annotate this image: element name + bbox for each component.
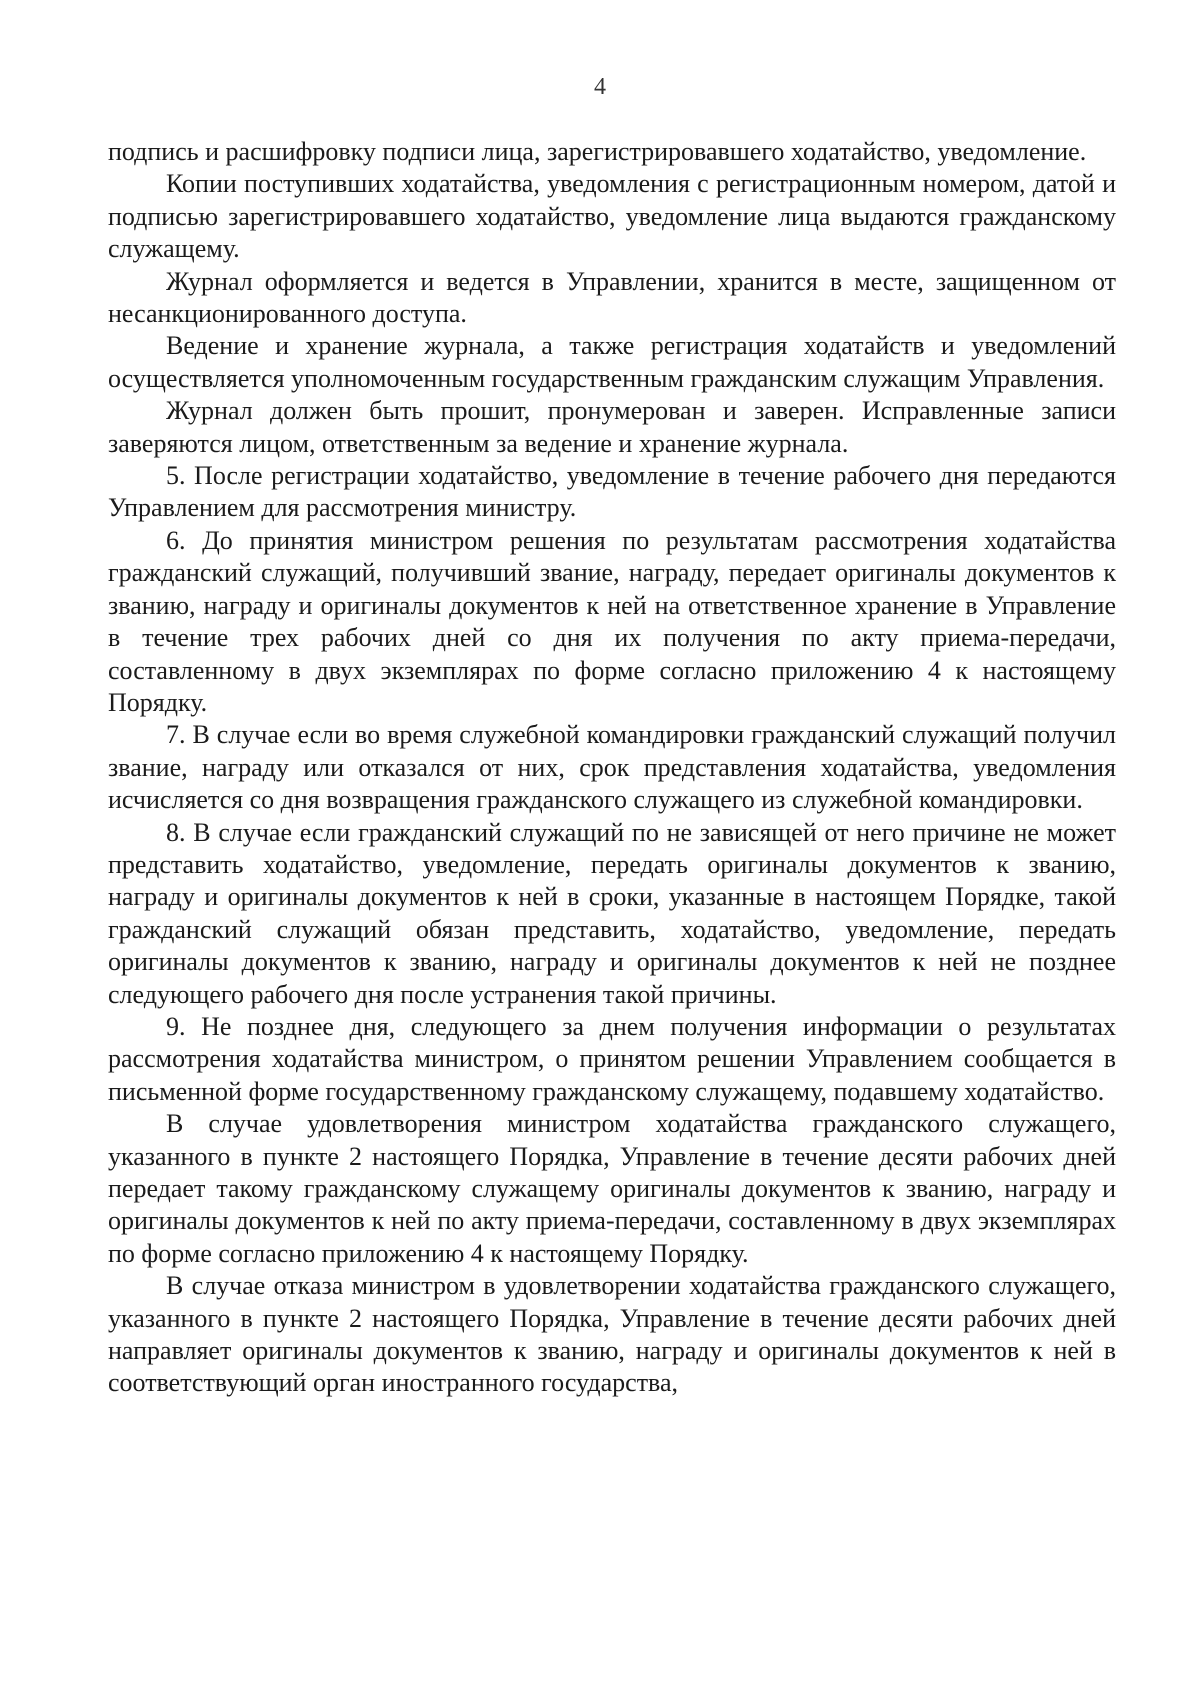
paragraph-item-7: 7. В случае если во время служебной командировки гражданский служащий получил звание, награду или отказался от них, срок представления ходатайства, уведомления исчисляется со дня возвращения гражданского служащего из служебной командировки. (108, 720, 1116, 815)
document-body (108, 136, 1116, 1400)
paragraph-item-6: 6. До принятия министром решения по результатам рассмотрения ходатайства гражданский служащий, получивший звание, награду, передает оригиналы документов к званию, награду и оригиналы документов к ней на ответственное хранение в Управление в течение трех рабочих дней со дня их получения по акту приема-передачи, составленному в двух экземплярах по форме согласно приложению 4 к настоящему Порядку. (108, 525, 1116, 717)
paragraph-journal-binding: Журнал должен быть прошит, пронумерован и заверен. Исправленные записи заверяются лицом, ответственным за ведение и хранение журнала. (108, 396, 1116, 458)
paragraph-journal-keeping: Ведение и хранение журнала, а также регистрация ходатайств и уведомлений осуществляется уполномоченным государственным гражданским служащим Управления. (108, 331, 1116, 393)
paragraph-approval: В случае удовлетворения министром ходатайства гражданского служащего, указанного в пункте 2 настоящего Порядка, Управление в течение десяти рабочих дней передает такому гражданскому служащему оригиналы документов к званию, награду и оригиналы документов к ней по акту приема-передачи, составленному в двух экземплярах по форме согласно приложению 4 к настоящему Порядку. (108, 1109, 1116, 1268)
paragraph-copies: Копии поступивших ходатайства, уведомления с регистрационным номером, датой и подписью зарегистрировавшего ходатайство, уведомление лица выдаются гражданскому служащему. (108, 169, 1116, 264)
paragraph-journal-storage: Журнал оформляется и ведется в Управлении, хранится в месте, защищенном от несанкционированного доступа. (108, 266, 1116, 329)
paragraph-item-5: 5. После регистрации ходатайство, уведомление в течение рабочего дня передаются Управлением для рассмотрения министру. (108, 461, 1116, 523)
page-number: 4 (594, 74, 606, 100)
paragraph-continuation: подпись и расшифровку подписи лица, зарегистрировавшего ходатайство, уведомление. (108, 137, 1087, 166)
paragraph-item-8: 8. В случае если гражданский служащий по не зависящей от него причине не может представить ходатайство, уведомление, передать оригиналы документов к званию, награду и оригиналы документов к ней в сроки, указанные в настоящем Порядке, такой гражданский служащий обязан представить, ходатайство, уведомление, передать оригиналы документов к званию, награду и оригиналы документов к ней не позднее следующего рабочего дня после устранения такой причины. (108, 817, 1116, 1009)
paragraph-item-9: 9. Не позднее дня, следующего за днем получения информации о результатах рассмотрения ходатайства министром, о принятом решении Управлением сообщается в письменной форме государственному гражданскому служащему, подавшему ходатайство. (108, 1011, 1116, 1106)
paragraph-refusal: В случае отказа министром в удовлетворении ходатайства гражданского служащего, указанного в пункте 2 настоящего Порядка, Управление в течение десяти рабочих дней направляет оригиналы документов к званию, награду и оригиналы документов к ней в соответствующий орган иностранного государства, (108, 1271, 1116, 1398)
